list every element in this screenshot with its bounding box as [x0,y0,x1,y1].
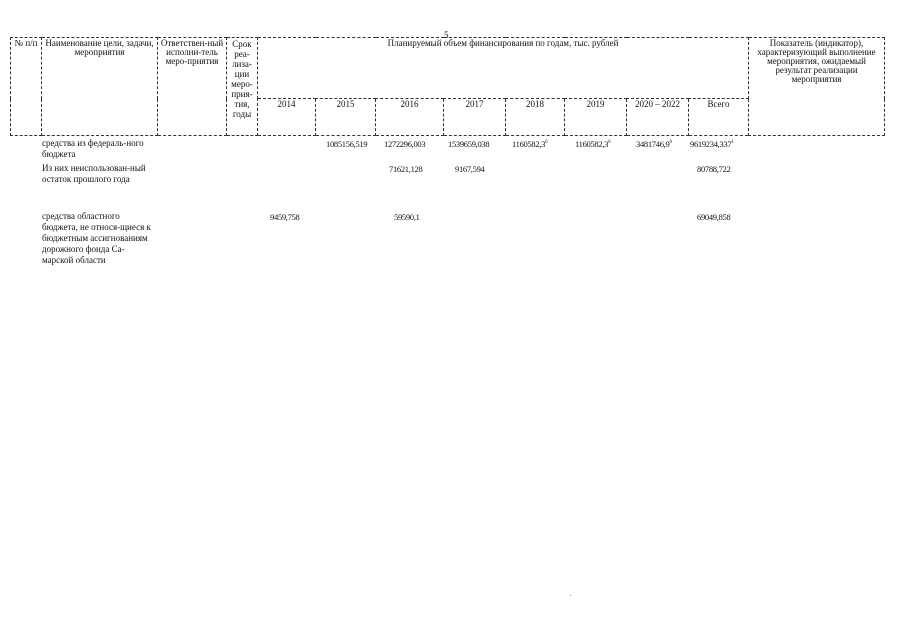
page-number: 5 [444,30,449,40]
row-federal-2016: 1272296,003 [384,139,426,149]
row-federal-2018: 1160582,3$^6$ [512,139,548,149]
row-federal-2017: 1539659,038 [448,139,490,149]
row-federal-2019: 1160582,3$^6$ [575,139,611,149]
row-federal-label: средства из федераль-ного бюджета [42,138,144,159]
header-executor: Ответствен-ный исполни-тель меро-приятия [158,38,227,136]
row-federal-total: 9619234,337$^1$ [690,139,734,149]
header-total: Всего [689,99,749,136]
row-regional-2014: 9459,758 [270,212,300,222]
header-funding: Планируемый объем финансирования по годам, тыс. рублей [258,38,749,99]
header-indicator: Показатель (индикатор), характеризующий выполнение мероприятия, ожидаемый результат реализации мероприятия [749,38,885,136]
header-term: Срок реа-лиза-ции меро-прия-тия, годы [227,38,258,136]
header-year-2014: 2014 [258,99,316,136]
header-year-2016: 2016 [376,99,444,136]
header-num: № п/п [11,38,42,136]
row-regional-label: средства областного бюджета, не относя-щиеся к бюджетным ассигнованиям дорожного фонда Са-марской области [42,211,151,265]
scan-speck [570,595,571,596]
header-table [10,37,885,136]
row-unused-2017: 9167,594 [455,164,485,174]
header-year-2018: 2018 [506,99,565,136]
header-year-2019: 2019 [565,99,627,136]
header-year-2017: 2017 [444,99,506,136]
header-year-2015: 2015 [316,99,376,136]
row-federal-2020-2022: 3481746,9$^6$ [636,139,672,149]
row-unused-total: 80788,722 [697,164,731,174]
row-unused-label: Из них неиспользован-ный остаток прошлого года [42,163,146,184]
row-federal-2015: 1085156,519 [326,139,368,149]
header-name: Наименование цели, задачи, мероприятия [42,38,158,136]
row-unused-2016: 71621,128 [389,164,423,174]
row-regional-total: 69049,858 [697,212,731,222]
row-regional-2016: 59590,1 [394,212,420,222]
header-year-2020-2022: 2020 – 2022 [627,99,689,136]
